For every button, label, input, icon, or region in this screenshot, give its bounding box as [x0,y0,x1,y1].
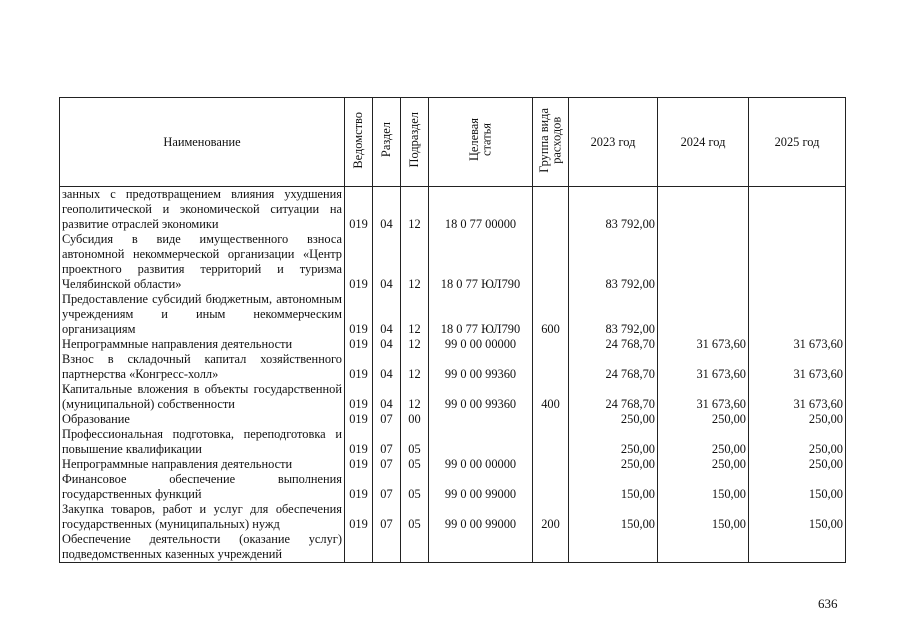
cell-2024: 31 673,60 [658,382,749,412]
cell-2023: 250,00 [569,457,658,472]
cell-razdel: 04 [373,292,401,337]
cell-2024: 31 673,60 [658,352,749,382]
cell-gruppa: 400 [533,382,569,412]
cell-2025: 150,00 [749,502,846,532]
cell-2024 [658,532,749,563]
cell-tselevaya: 99 0 00 99000 [429,502,533,532]
cell-razdel: 04 [373,337,401,352]
cell-podrazdel: 12 [401,352,429,382]
table-row [60,232,846,292]
cell-podrazdel: 05 [401,502,429,532]
cell-2023: 250,00 [569,412,658,427]
cell-gruppa [533,187,569,233]
cell-vedomstvo: 019 [345,292,373,337]
cell-name: Финансовое обеспечение выполнения государственных функций [60,472,345,502]
cell-2023 [569,532,658,563]
cell-tselevaya: 18 0 77 ЮЛ790 [429,292,533,337]
cell-tselevaya: 99 0 00 00000 [429,337,533,352]
cell-2023: 83 792,00 [569,232,658,292]
cell-razdel [373,532,401,563]
cell-tselevaya: 18 0 77 ЮЛ790 [429,232,533,292]
cell-razdel: 04 [373,187,401,233]
cell-vedomstvo: 019 [345,472,373,502]
cell-2024: 250,00 [658,427,749,457]
page-number: 636 [818,596,838,611]
cell-vedomstvo: 019 [345,502,373,532]
cell-podrazdel [401,532,429,563]
cell-podrazdel: 05 [401,457,429,472]
cell-2024: 31 673,60 [658,337,749,352]
cell-2025 [749,187,846,233]
cell-2023: 24 768,70 [569,352,658,382]
cell-gruppa [533,427,569,457]
cell-2025: 250,00 [749,457,846,472]
header-name: Наименование [60,98,345,187]
cell-podrazdel: 12 [401,382,429,412]
header-vedomstvo: Ведомство [345,98,373,187]
table-header-row [60,98,846,187]
cell-vedomstvo: 019 [345,232,373,292]
cell-2023: 250,00 [569,427,658,457]
cell-vedomstvo: 019 [345,352,373,382]
table-row [60,412,846,427]
cell-2025: 150,00 [749,472,846,502]
cell-podrazdel: 12 [401,187,429,233]
cell-gruppa [533,472,569,502]
cell-gruppa [533,232,569,292]
cell-name: Капитальные вложения в объекты государственной (муниципальной) собственности [60,382,345,412]
cell-gruppa [533,457,569,472]
cell-2025: 250,00 [749,412,846,427]
header-razdel: Раздел [373,98,401,187]
cell-2025: 31 673,60 [749,352,846,382]
cell-vedomstvo: 019 [345,382,373,412]
cell-gruppa [533,412,569,427]
cell-vedomstvo: 019 [345,187,373,233]
cell-gruppa: 600 [533,292,569,337]
cell-name: Субсидия в виде имущественного взноса автономной некоммерческой организации «Центр проектного развития территорий и туризма Челябинской области» [60,232,345,292]
table-row [60,532,846,563]
header-2023: 2023 год [569,98,658,187]
cell-podrazdel: 12 [401,292,429,337]
cell-vedomstvo: 019 [345,427,373,457]
cell-2023: 150,00 [569,502,658,532]
cell-razdel: 07 [373,412,401,427]
cell-gruppa [533,352,569,382]
cell-tselevaya [429,427,533,457]
cell-podrazdel: 05 [401,427,429,457]
table-row [60,382,846,412]
table-row [60,292,846,337]
table-body [60,187,846,563]
cell-tselevaya [429,412,533,427]
cell-2024: 250,00 [658,412,749,427]
table-row [60,187,846,233]
cell-2023: 83 792,00 [569,187,658,233]
cell-name: Образование [60,412,345,427]
cell-razdel: 04 [373,232,401,292]
cell-2023: 24 768,70 [569,382,658,412]
header-2024: 2024 год [658,98,749,187]
cell-gruppa [533,337,569,352]
cell-2025: 250,00 [749,427,846,457]
cell-name: Предоставление субсидий бюджетным, автономным учреждениям и иным некоммерческим организациям [60,292,345,337]
table-row [60,352,846,382]
header-gruppa: Группа вида расходов [533,98,569,187]
table-row [60,337,846,352]
cell-podrazdel: 12 [401,232,429,292]
cell-tselevaya: 99 0 00 99360 [429,352,533,382]
cell-gruppa [533,532,569,563]
cell-vedomstvo: 019 [345,457,373,472]
cell-2024: 150,00 [658,472,749,502]
cell-2023: 150,00 [569,472,658,502]
cell-2024 [658,232,749,292]
cell-tselevaya: 18 0 77 00000 [429,187,533,233]
cell-2024 [658,292,749,337]
cell-name: Профессиональная подготовка, переподготовка и повышение квалификации [60,427,345,457]
header-tselevaya: Целевая статья [429,98,533,187]
cell-razdel: 07 [373,457,401,472]
cell-2025 [749,292,846,337]
budget-table [59,97,846,563]
cell-vedomstvo: 019 [345,337,373,352]
cell-name: Непрограммные направления деятельности [60,457,345,472]
cell-podrazdel: 05 [401,472,429,502]
cell-podrazdel: 00 [401,412,429,427]
cell-name: Обеспечение деятельности (оказание услуг) подведомственных казенных учреждений [60,532,345,563]
cell-2025: 31 673,60 [749,337,846,352]
header-2025: 2025 год [749,98,846,187]
cell-2025 [749,532,846,563]
cell-name: Закупка товаров, работ и услуг для обеспечения государственных (муниципальных) нужд [60,502,345,532]
cell-vedomstvo: 019 [345,412,373,427]
cell-2025: 31 673,60 [749,382,846,412]
cell-razdel: 04 [373,382,401,412]
cell-name: Взнос в складочный капитал хозяйственного партнерства «Конгресс-холл» [60,352,345,382]
table-row [60,457,846,472]
cell-razdel: 07 [373,502,401,532]
cell-tselevaya: 99 0 00 00000 [429,457,533,472]
cell-2024 [658,187,749,233]
cell-2024: 150,00 [658,502,749,532]
cell-razdel: 04 [373,352,401,382]
cell-tselevaya [429,532,533,563]
cell-2023: 24 768,70 [569,337,658,352]
cell-gruppa: 200 [533,502,569,532]
table-row [60,472,846,502]
cell-name: Непрограммные направления деятельности [60,337,345,352]
cell-2023: 83 792,00 [569,292,658,337]
cell-2024: 250,00 [658,457,749,472]
table-row [60,427,846,457]
cell-name: занных с предотвращением влияния ухудшения геополитической и экономической ситуации на развитие отраслей экономики [60,187,345,233]
header-podrazdel: Подраздел [401,98,429,187]
cell-vedomstvo [345,532,373,563]
cell-2025 [749,232,846,292]
cell-podrazdel: 12 [401,337,429,352]
cell-tselevaya: 99 0 00 99000 [429,472,533,502]
table-row [60,502,846,532]
cell-razdel: 07 [373,427,401,457]
cell-tselevaya: 99 0 00 99360 [429,382,533,412]
cell-razdel: 07 [373,472,401,502]
